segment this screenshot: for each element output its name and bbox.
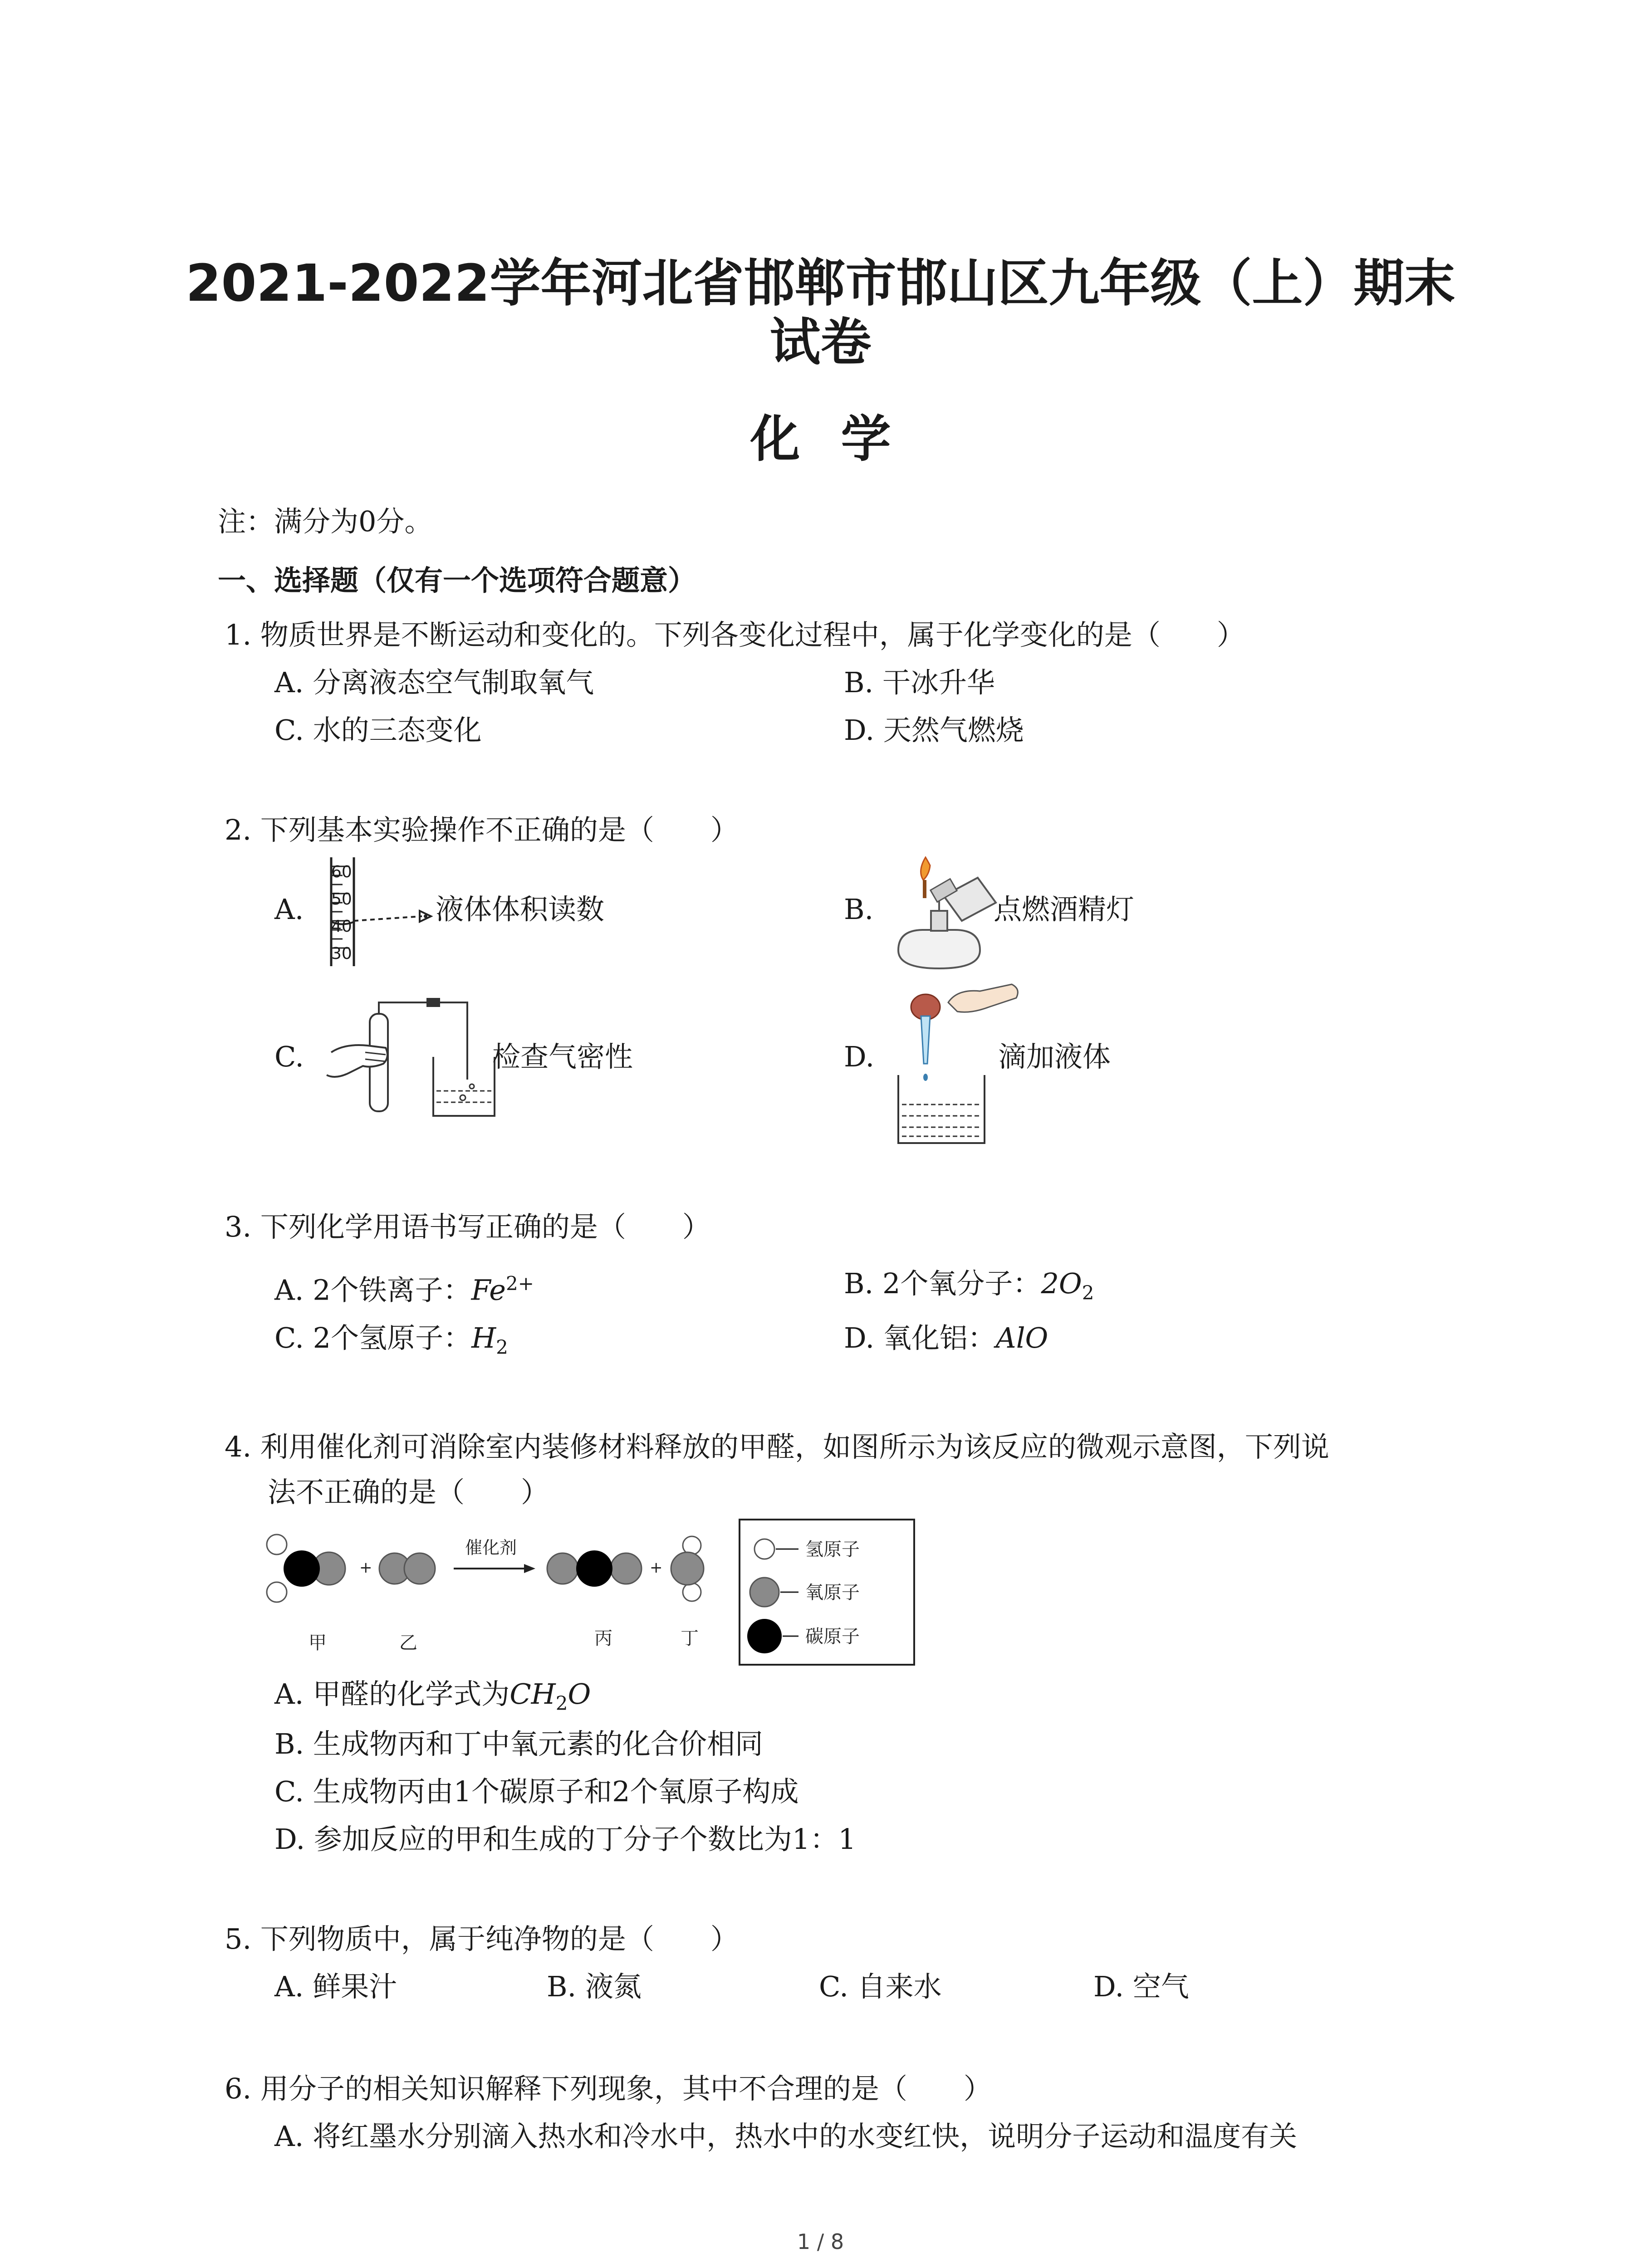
q4-stem-line1: 4. 利用催化剂可消除室内装修材料释放的甲醛，如图所示为该反应的微观示意图，下列说 bbox=[225, 1430, 1329, 1463]
q3-option-a-text: A. 2个铁离子： bbox=[274, 1273, 471, 1307]
reaction-micro-diagram bbox=[263, 1517, 916, 1672]
subject-title: 化学 bbox=[750, 410, 932, 468]
q3-option-a-formula: Fe bbox=[471, 1273, 506, 1307]
q2-option-b-label: 点燃酒精灯 bbox=[994, 893, 1135, 926]
plus-sign-2: + bbox=[650, 1559, 663, 1577]
q3-option-b-text: B. 2个氧分子： bbox=[844, 1267, 1041, 1300]
q1-option-c: C. 水的三态变化 bbox=[274, 714, 482, 747]
q2-option-a-letter: A. bbox=[274, 893, 304, 926]
q4-option-a bbox=[274, 1676, 591, 1721]
molecule-jia bbox=[267, 1535, 345, 1602]
tick-label-50: 50 bbox=[331, 890, 352, 909]
q1-stem: 1. 物质世界是不断运动和变化的。下列各变化过程中，属于化学变化的是（ ） bbox=[225, 618, 1245, 651]
molecule-bing bbox=[547, 1550, 642, 1587]
q3-option-c-text: C. 2个氢原子： bbox=[274, 1321, 472, 1354]
q4-option-a-subscript: 2 bbox=[555, 1692, 568, 1715]
q3-option-d-text: D. 氧化铝： bbox=[844, 1321, 996, 1354]
q2-option-c-letter: C. bbox=[274, 1040, 304, 1073]
tick-label-40: 40 bbox=[331, 917, 352, 936]
q5-option-d: D. 空气 bbox=[1093, 1970, 1189, 2003]
q3-option-c bbox=[274, 1320, 508, 1365]
legend-box bbox=[740, 1520, 914, 1665]
label-yi: 乙 bbox=[399, 1633, 417, 1653]
tick-label-30: 30 bbox=[331, 944, 352, 963]
q5-stem: 5. 下列物质中，属于纯净物的是（ ） bbox=[225, 1922, 739, 1955]
legend-hydrogen: 氢原子 bbox=[805, 1539, 860, 1560]
lighting-alcohol-lamp-icon bbox=[889, 853, 998, 975]
q4-option-a-text: A. 甲醛的化学式为 bbox=[274, 1677, 510, 1711]
q2-stem: 2. 下列基本实验操作不正确的是（ ） bbox=[225, 813, 739, 846]
q4-option-a-formula: CH bbox=[509, 1677, 556, 1711]
score-note: 注：满分为0分。 bbox=[218, 505, 433, 538]
page-title-line1: 2021-2022学年河北省邯郸市邯山区九年级（上）期末 bbox=[186, 254, 1455, 313]
q6-stem: 6. 用分子的相关知识解释下列现象，其中不合理的是（ ） bbox=[225, 2072, 992, 2105]
legend-oxygen: 氧原子 bbox=[805, 1582, 860, 1603]
q3-option-d-formula: AlO bbox=[995, 1321, 1048, 1354]
section-title: 一、选择题（仅有一个选项符合题意） bbox=[218, 564, 696, 597]
q1-option-b: B. 干冰升华 bbox=[844, 666, 995, 699]
q2-option-d-label: 滴加液体 bbox=[998, 1040, 1111, 1073]
tick-label-60: 60 bbox=[331, 863, 352, 881]
q3-option-a-charge: 2+ bbox=[505, 1272, 534, 1295]
q4-stem-line2: 法不正确的是（ ） bbox=[268, 1476, 549, 1509]
cylinder-tick-labels bbox=[331, 859, 352, 968]
page-number: 1 / 8 bbox=[797, 2229, 844, 2254]
q4-option-a-formula-tail: O bbox=[568, 1677, 591, 1711]
q5-option-a: A. 鲜果汁 bbox=[274, 1970, 397, 2003]
label-jia: 甲 bbox=[309, 1633, 327, 1653]
q4-option-c: C. 生成物丙由1个碳原子和2个氧原子构成 bbox=[274, 1775, 799, 1808]
q1-option-a: A. 分离液态空气制取氧气 bbox=[274, 666, 594, 699]
molecule-yi bbox=[379, 1553, 435, 1584]
q1-option-d: D. 天然气燃烧 bbox=[844, 714, 1024, 747]
q3-option-a bbox=[274, 1266, 534, 1309]
legend-carbon: 碳原子 bbox=[805, 1626, 860, 1647]
q6-option-a: A. 将红墨水分别滴入热水和冷水中，热水中的水变红快，说明分子运动和温度有关 bbox=[274, 2120, 1298, 2153]
q2-option-a-label: 液体体积读数 bbox=[436, 893, 605, 926]
q5-option-c: C. 自来水 bbox=[819, 1970, 942, 2003]
page-title-line2: 试卷 bbox=[769, 313, 872, 372]
q3-option-b bbox=[844, 1266, 1094, 1311]
molecule-ding bbox=[671, 1536, 704, 1601]
q3-option-b-subscript: 2 bbox=[1082, 1281, 1094, 1304]
airtightness-check-icon bbox=[318, 989, 499, 1120]
q3-option-c-formula: H bbox=[471, 1321, 496, 1354]
catalyst-label: 催化剂 bbox=[465, 1538, 517, 1558]
plus-sign-1: + bbox=[359, 1559, 372, 1577]
q3-option-c-subscript: 2 bbox=[496, 1336, 508, 1359]
q3-option-d bbox=[844, 1320, 1048, 1356]
q2-option-b-letter: B. bbox=[844, 893, 874, 926]
q4-option-d: D. 参加反应的甲和生成的丁分子个数比为1：1 bbox=[274, 1823, 856, 1856]
q3-option-b-formula: 2O bbox=[1041, 1267, 1082, 1300]
q2-option-d-letter: D. bbox=[844, 1040, 875, 1073]
label-bing: 丙 bbox=[594, 1628, 612, 1649]
q2-option-c-label: 检查气密性 bbox=[492, 1040, 633, 1073]
q3-stem: 3. 下列化学用语书写正确的是（ ） bbox=[225, 1210, 710, 1243]
q5-option-b: B. 液氮 bbox=[547, 1970, 642, 2003]
q4-option-b: B. 生成物丙和丁中氧元素的化合价相同 bbox=[274, 1727, 763, 1760]
label-ding: 丁 bbox=[681, 1628, 699, 1649]
